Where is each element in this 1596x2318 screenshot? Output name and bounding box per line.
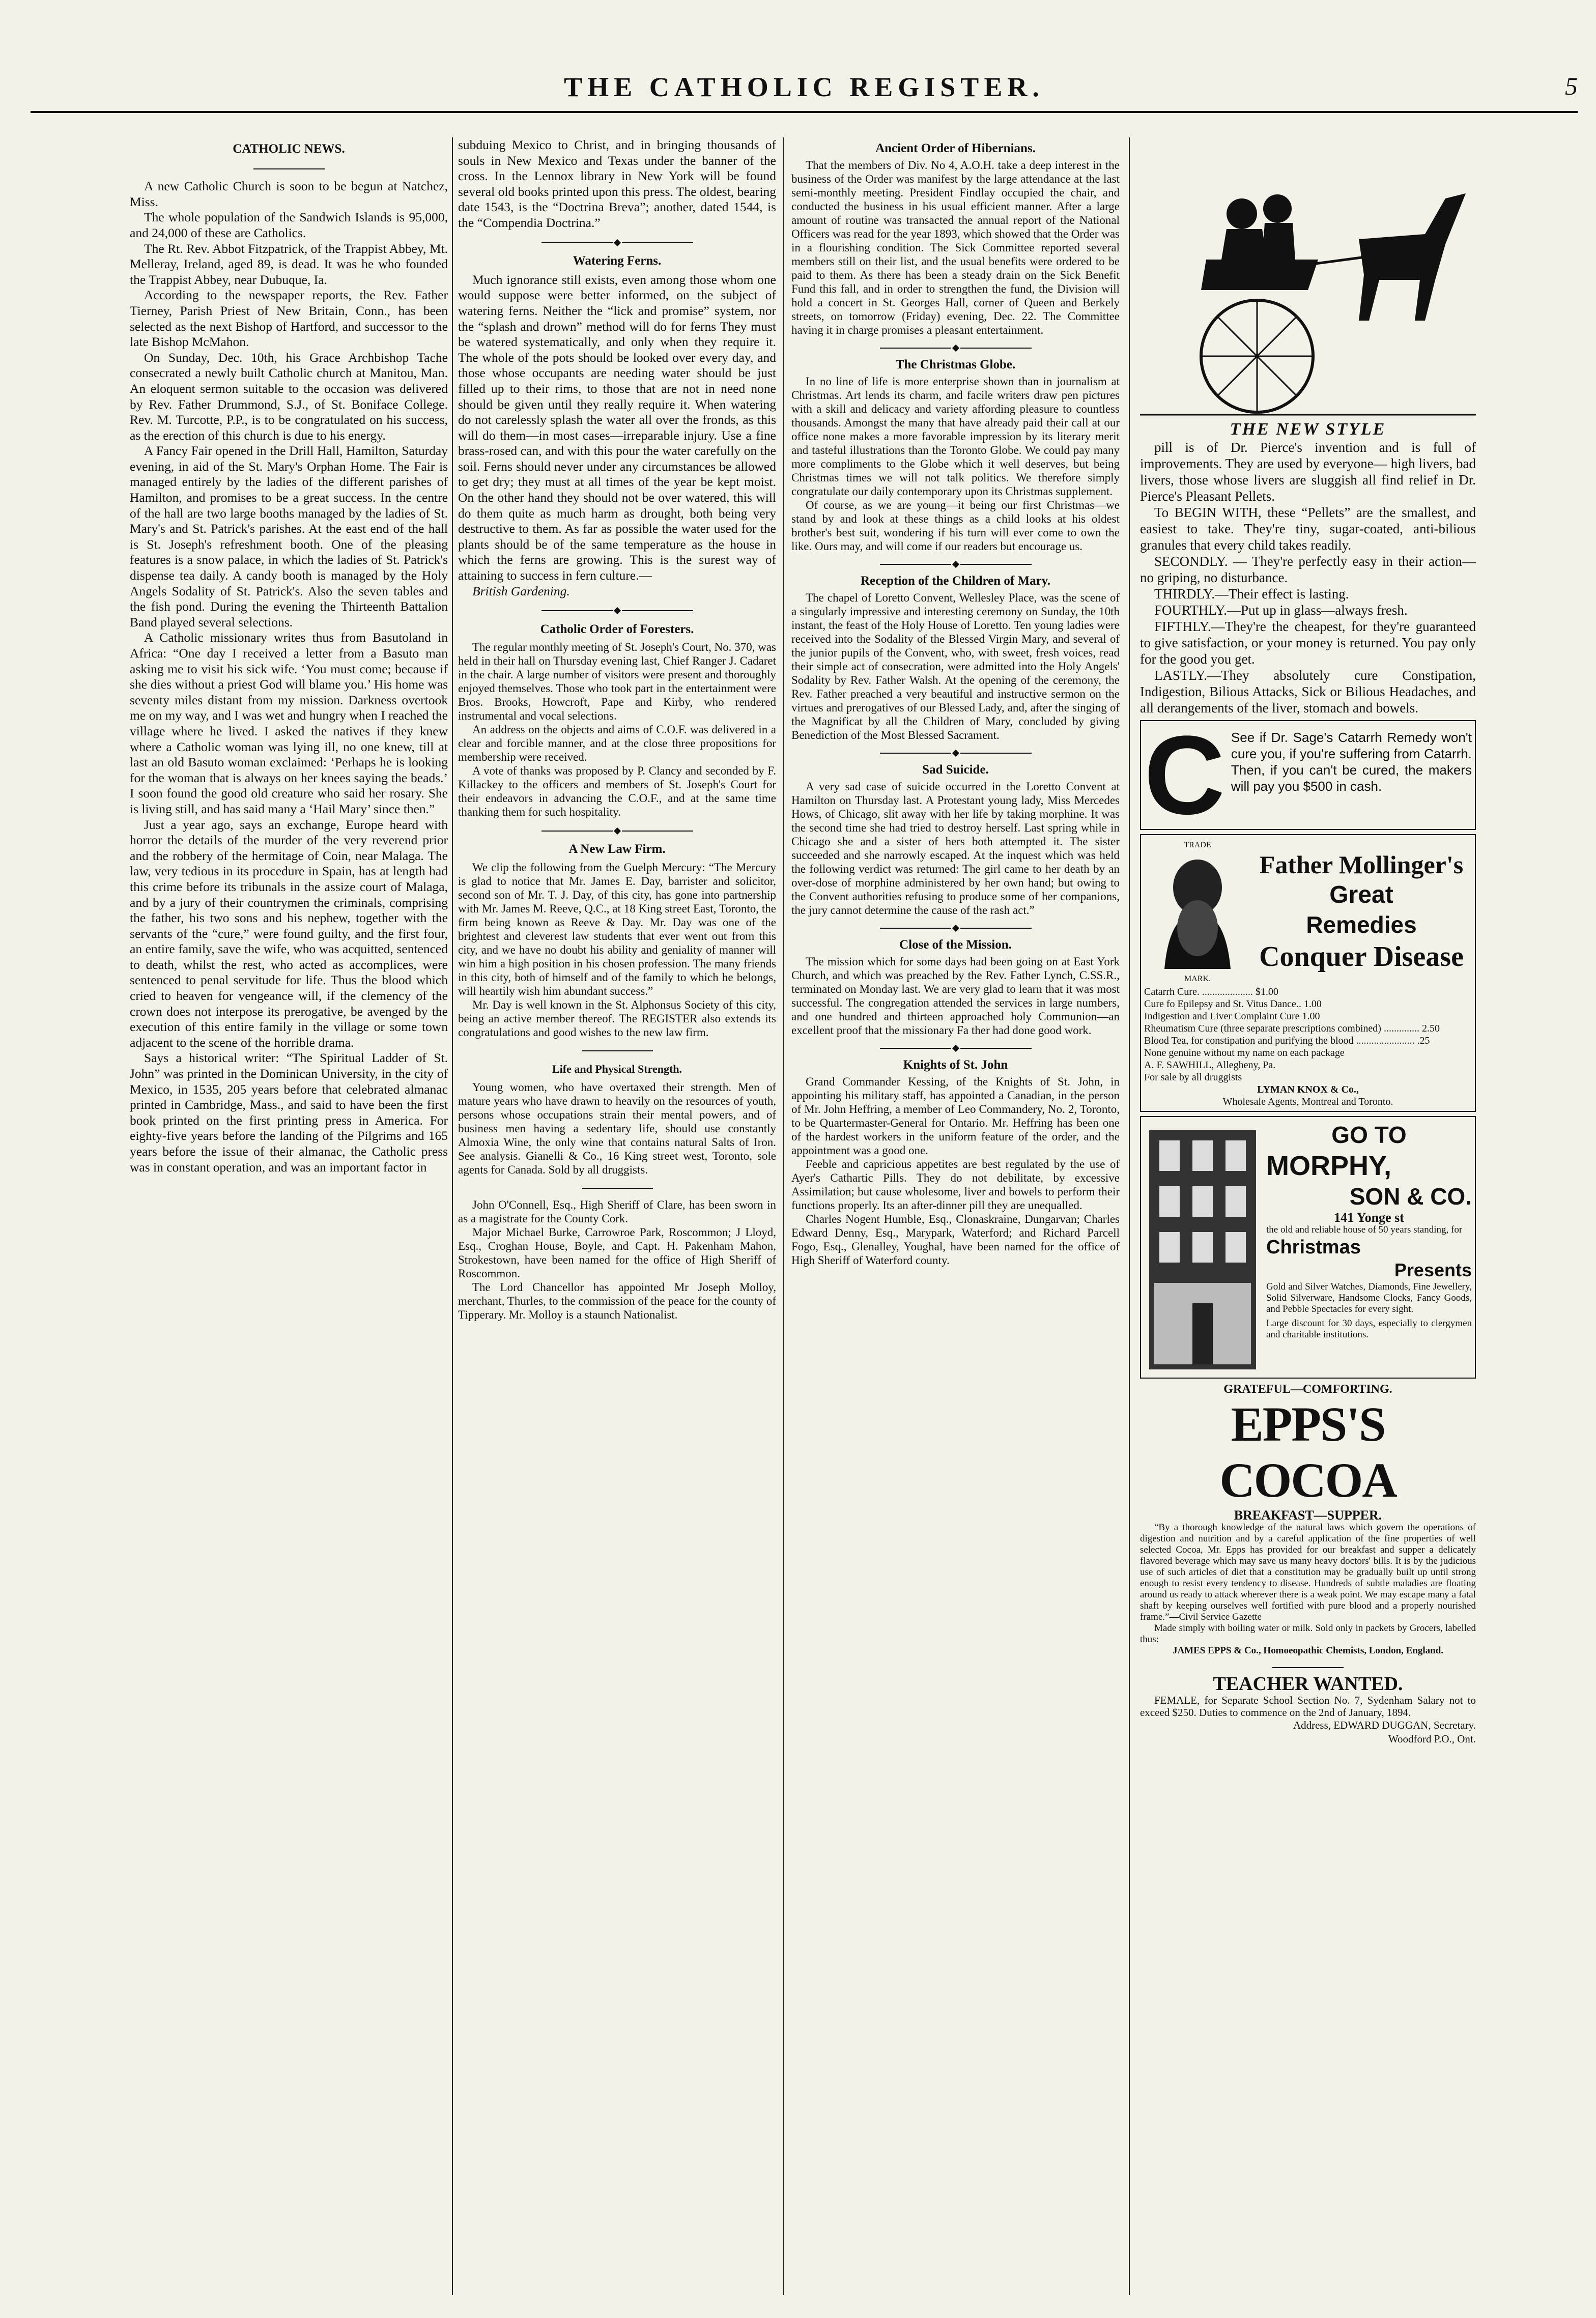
teacher-address: Address, EDWARD DUGGAN, Secretary. [1293,1719,1476,1731]
masthead-rule [31,111,1578,113]
pierce-ad-paragraph: FIFTHLY.—They're the cheapest, for they're guaranteed to give satisfaction, or your money is returned. You pay only for the good you get. [1140,619,1476,667]
ornament-rule [791,556,1120,570]
continued-paragraph: subduing Mexico to Christ, and in bringing thousands of souls in New Mexico and Texas under the banner of the cross. In the Lennox library in New York will be found several old books printed upon this press. The oldest, bearing date 1543, is the “Doctrina Breva”; another, dated 1544, is the “Compendia Doctrina.” [458,137,776,230]
remedy-line: A. F. SAWHILL, Allegheny, Pa. [1144,1060,1276,1071]
heading-rule [1140,1659,1476,1673]
article-paragraph: The mission which for some days had been going on at East York Church, and which was preached by the Rev. Father Lynch, C.SS.R., terminated on Monday last. We are very glad to learn that it was most successful. The congregation attended the services in large numbers, and one hundred and thirteen approached holy Communion—an excellent proof that the missionary Fa ther had done good work. [791,955,1120,1037]
teacher-heading: TEACHER WANTED. [1213,1673,1403,1695]
teacher-wanted-ad [1140,1673,1476,1746]
epps-subtitle: BREAKFAST—SUPPER. [1234,1508,1382,1523]
remedy-line: None genuine without my name on each package [1144,1047,1345,1058]
heading-rule [458,1180,776,1195]
mollinger-conquer: Conquer Disease [1259,941,1464,972]
column-1 [130,137,448,2295]
epps-made: Made simply with boiling water or milk. Sold only in packets by Grocers, labelled thus: [1140,1623,1476,1645]
page-number: 5 [1565,72,1578,100]
ad-paragraph: Young women, who have overtaxed their strength. Men of mature years who have drawn to heavily on the resources of youth, persons whose occupations strain their mental powers, and of business men having a sedentary life, should use constantly Almoxia Wine, the only wine that contains natural Salts of Iron. See analysis. Gianelli & Co., 16 King street west, Toronto, sole agents for Canada. Sold by all druggists. [458,1080,776,1176]
column-divider [783,137,784,2295]
pierce-ad-heading: THE NEW STYLE [1230,420,1386,439]
remedy-line: For sale by all druggists [1144,1072,1242,1083]
epps-tagline: GRATEFUL—COMFORTING. [1223,1383,1392,1396]
remedy-line: Wholesale Agents, Montreal and Toronto. [1222,1096,1393,1107]
heading-rule [130,160,448,176]
ornament-rule [458,822,776,838]
article-heading: A New Law Firm. [568,842,666,856]
ornament-rule [791,340,1120,354]
morphy-son: SON & CO. [1349,1183,1472,1210]
news-paragraph: The whole population of the Sandwich Islands is 95,000, and 24,000 of these are Catholics. [130,210,448,240]
priest-portrait-illustration [1149,852,1246,969]
pierce-ad-paragraph: To BEGIN WITH, these “Pellets” are the smallest, and easiest to take. They're tiny, sugar-coated, anti-bilious granules that every child takes readily. [1140,505,1476,553]
pierce-ad-paragraph: LASTLY.—They absolutely cure Constipation, Indigestion, Bilious Attacks, Sick or Bilious Headaches, and all derangements of the liver, stomach and bowels. [1140,668,1476,716]
mollinger-ad [1140,834,1476,1112]
remedy-line: Catarrh Cure. .................... $1.00 [1144,986,1278,997]
news-paragraph: A new Catholic Church is soon to be begun at Natchez, Miss. [130,179,448,209]
news-paragraph: According to the newspaper reports, the Rev. Father Tierney, Parish Priest of New Britain, Conn., has been selected as the next Bishop of Hartford, and successor to the late Bishop McMahon. [130,288,448,350]
ornament-rule [458,602,776,618]
article-source: British Gardening. [472,583,570,598]
column-2 [458,137,776,2295]
article-paragraph: A vote of thanks was proposed by P. Clancy and seconded by F. Killackey to the officers and members of St. Joseph's Court for their endeavors in advancing the C.O.F., and at the same time thanking them for such hospitality. [458,764,776,819]
ornament-rule [458,234,776,250]
morphy-old: the old and reliable house of 50 years standing, for [1266,1224,1463,1235]
morphy-discount: Large discount for 30 days, especially to clergymen and charitable institutions. [1266,1318,1472,1340]
epps-body: “By a thorough knowledge of the natural laws which govern the operations of digestion and nutrition and by a careful application of the fine properties of well selected Cocoa, Mr. Epps has provided for our breakfast and supper a delicately flavored beverage which may save us many heavy doctors' bills. It is by the judicious use of such articles of diet that a constitution may be gradually built up until strong enough to resist every tendency to disease. Hundreds of subtle maladies are floating around us ready to attack wherever there is a weak point. We may escape many a fatal shaft by keeping ourselves well fortified with pure blood and a properly nourished frame.”—Civil Service Gazette [1140,1522,1476,1622]
mark-label: MARK. [1184,975,1211,983]
ornament-rule [791,920,1120,934]
article-paragraph: Much ignorance still exists, even among those whom one would suppose were better informed, on the subject of watering ferns. Neither the “lick and promise” system, nor the “splash and drown” method will do for ferns They must be watered systematically, and only when they require it. The whole of the pots should be looked over every day, and those whose occupants are needing water should be just filled up to their rims, to those that are not in need none should be given until they really require it. When watering do not carelessly splash the water all over the fronds, as this will do them—in most cases—irreparable injury. Use a fine brass-rosed can, and with this pour the water carefully on the soil. Ferns should never under any circumstances be allowed to get dry; they must at all times of the year be kept moist. On the other hand they should not be over watered, this will do them quite as much harm as drought, both being very destructive to them. As far as possible the water used for the plants should be of the same temperature as the house in which the ferns are growing. This is the surest way of attaining to success in fern culture.— [458,272,776,583]
morphy-address: 141 Yonge st [1334,1210,1404,1225]
article-heading: Ancient Order of Hibernians. [875,141,1036,155]
teacher-body: FEMALE, for Separate School Section No. 7, Sydenham Salary not to exceed $250. Duties to commence on the 2nd of January, 1894. [1140,1694,1476,1719]
news-paragraph: The Lord Chancellor has appointed Mr Joseph Molloy, merchant, Thurles, to the commission of the peace for the county of Tipperary. Mr. Molloy is a staunch Nationalist. [458,1281,776,1322]
epps-cocoa-ad [1140,1383,1476,1656]
storefront-illustration [1144,1120,1261,1375]
column-divider [1129,137,1130,2295]
column-3 [791,137,1120,2295]
catarrh-logo-letter: C [1144,720,1225,830]
masthead [31,71,1578,107]
article-paragraph: Feeble and capricious appetites are best regulated by the use of Ayer's Cathartic Pills. They do not debilitate, by excessive Assimilation; but cause wholesome, liver and bowels to perform their functions properly. Its an after-dinner pill they are unequalled. [791,1158,1120,1212]
article-heading: Knights of St. John [903,1058,1008,1072]
news-paragraph: On Sunday, Dec. 10th, his Grace Archbishop Tache consecrated a newly built Catholic church at Manitou, Man. An eloquent sermon suitable to the occasion was delivered by Rev. Father Drummond, S.J., of St. Boniface College. Rev. M. Turcotte, P.P., is to be congratulated on his success, as the erection of this church is due to his energy. [130,350,448,443]
article-heading: Catholic Order of Foresters. [540,622,694,636]
mollinger-remedies: Remedies [1306,911,1417,938]
epps-firm: JAMES EPPS & Co., Homoeopathic Chemists, London, England. [1172,1645,1444,1656]
morphy-christmas: Christmas [1266,1237,1361,1258]
pierce-ad-paragraph: FOURTHLY.—Put up in glass—always fresh. [1154,603,1408,618]
morphy-name: MORPHY, [1266,1151,1392,1181]
mollinger-great: Great [1329,881,1393,908]
remedy-line: Rheumatism Cure (three separate prescriptions combined) .............. 2.50 [1144,1023,1440,1034]
news-paragraph: Just a year ago, says an exchange, Europe heard with horror the details of the murder of the very reverend prior and the robbery of the hermitage of Coin, near Malaga. The law, very tedious in its procedure in Spain, has at length had this crime before its tribunals in the assize court of Malaga, and by a jury of their countrymen the criminals, comprising the father, his two sons and his nephew, together with the servants of the “cure,” were found guilty, and the first four, an entire family, save the wife, who was acquitted, sentenced to death, whilst the rest, who acted as accomplices, were sentenced to penal servitude for life. Thus the blood which cried to heaven for vengeance will, if the clemency of the crown does not interpose its prerogative, be avenged by the execution of this entire family in the village or some town adjacent to the scene of the horrible drama. [130,817,448,1050]
remedy-line: Cure fo Epilepsy and St. Vitus Dance.. 1.00 [1144,998,1322,1010]
news-paragraph: John O'Connell, Esq., High Sheriff of Clare, has been sworn in as a magistrate for the County Cork. [458,1198,776,1225]
article-paragraph: The chapel of Loretto Convent, Wellesley Place, was the scene of a singularly impressive and interesting ceremony on Sunday, the 10th instant, the feast of the Holy House of Loretto. Ten young ladies were received into the Sodality of the Blessed Virgin Mary, and several of the junior pupils of the Convent, who, with sweet, fresh voices, read their simple act of consecration, were admitted into the Holy Angels' Sodality by Rev. Father Walsh. At the opening of the ceremony, the Rev. Father preached a very beautiful and instructive sermon on the virtues and prerogatives of our Blessed Lady, and, after the singing of the Magnificat by all the Children of Mary, concluded by giving Benediction of the Most Blessed Sacrament. [791,591,1120,741]
news-paragraph: The Rt. Rev. Abbot Fitzpatrick, of the Trappist Abbey, Mt. Melleray, Ireland, aged 89, is dead. It was he who founded the Trappist Abbey, near Dubuque, Ia. [130,241,448,287]
article-paragraph: Of course, as we are young—it being our first Christmas—we stand by and look at these things as a child looks at his oldest brother's best suit, wondering if his turn will ever come to own the like. Ours may, and will come if our readers but encourage us. [791,499,1120,553]
remedy-line: LYMAN KNOX & Co., [1257,1084,1359,1095]
article-heading: Reception of the Children of Mary. [860,574,1051,588]
article-paragraph: The regular monthly meeting of St. Joseph's Court, No. 370, was held in their hall on Thursday evening last, Chief Ranger J. Cadaret in the chair. A large number of visitors were present and thoroughly enjoyed themselves. Those who took part in the entertainment were Bros. Brooks, Howcroft, Pape and Kirby, who rendered instrumental and vocal selections. [458,641,776,723]
article-heading: Sad Suicide. [922,763,989,777]
trade-label: TRADE [1184,841,1211,849]
ad-heading: Life and Physical Strength. [552,1063,682,1076]
sage-catarrh-ad [1140,720,1476,830]
teacher-place: Woodford P.O., Ont. [1388,1733,1476,1745]
news-paragraph: Says a historical writer: “The Spiritual Ladder of St. John” was printed in the Dominican University, in the city of Mexico, in 1535, 205 years before that celebrated almanac printed in Cambridge, Mass., and said to have been the first book printed on the first printing press in America. For eighty-five years before the landing of the Pilgrims and 165 years before the issue of their almanac, the Catholic press was in constant operation, and was an important factor in [130,1050,448,1175]
heading-rule [458,1042,776,1058]
article-paragraph: An address on the objects and aims of C.O.F. was delivered in a clear and forcible manner, and at the close three propositions for membership were received. [458,723,776,764]
horse-buggy-illustration [1140,137,1476,422]
pierce-ad-paragraph: THIRDLY.—Their effect is lasting. [1154,586,1349,602]
article-heading: Watering Ferns. [573,254,662,268]
pierce-ad-paragraph: pill is of Dr. Pierce's invention and is full of improvements. They are used by everyone— high livers, bad livers, those whose livers are sluggish all find relief in Dr. Pierce's Pleasant Pellets. [1140,440,1476,504]
article-heading: The Christmas Globe. [895,358,1016,371]
remedy-line: Indigestion and Liver Complaint Cure 1.00 [1144,1011,1320,1022]
article-paragraph: Mr. Day is well known in the St. Alphonsus Society of this city, being an active member thereof. The REGISTER also extends its congratulations and good wishes to the new law firm. [458,998,776,1039]
ornament-rule [791,745,1120,759]
article-paragraph: In no line of life is more enterprise shown than in journalism at Christmas. Art lends its charm, and facile writers draw pen pictures with a skill and delicacy and variety affording pleasure to countless thousands. Amongst the many that have already paid their call at our office none makes a more favorable impression by its literary merit and tasteful illustrations than the Toronto Globe. We could pay many more compliments to the Globe which it well deserves, but being Christmas times we will not talk politics. We therefore simply congratulate our daily contemporary upon its Christmas supplement. [791,375,1120,498]
news-paragraph: A Catholic missionary writes thus from Basutoland in Africa: “One day I received a letter from a Basuto man asking me to visit his sick wife. ‘You must come; because if she dies without a priest God will blame you.’ His home was seventy miles distant from my mission. Darkness overtook me on my way, and I was wet and hungry when I reached the village where he lived. I asked the natives if they knew where a Catholic woman was lying ill, no one knew, till at last an old Basuto woman exclaimed: ‘Perhaps he is looking for the woman that is always on her knees saying the beads.’ I soon found the good old creature who said her rosary. She is living still, and has said many a ‘Hail Mary’ since then.” [130,630,448,816]
column-4 [1140,137,1476,2295]
morphy-presents: Presents [1394,1260,1472,1280]
article-paragraph: Grand Commander Kessing, of the Knights of St. John, in appointing his military staff, has appointed a Canadian, in the person of Mr. John Heffring, a member of Leo Commandery, No. 2, Toronto, to be Quartermaster-General for Ontario. Mr. Heffring has been one of the hardest workers in the uniform feature of the order, and the appointment was a good one. [791,1075,1120,1157]
morphy-goto: GO TO [1331,1122,1407,1148]
news-paragraph: Major Michael Burke, Carrowroe Park, Roscommon; J Lloyd, Esq., Croghan House, Boyle, and Capt. H. Pakenham Mahon, Strokestown, have been named for the office of High Sheriff of Roscommon. [458,1226,776,1280]
column-divider [452,137,453,2295]
morphy-goods: Gold and Silver Watches, Diamonds, Fine Jewellery, Solid Silverware, Handsome Clocks, Fancy Goods, and Pebble Spectacles for every sight. [1266,1281,1472,1314]
article-paragraph: We clip the following from the Guelph Mercury: “The Mercury is glad to notice that Mr. James E. Day, barrister and solicitor, second son of Mr. T. J. Day, of this city, has gone into partnership with Mr. James M. Reeve, Q.C., at 18 King street East, Toronto, the firm being known as Reeve & Day. Mr. Day was one of the brightest and cleverest law students that ever went out from this city, and we have no doubt his ability and geniality of manner will win him a high position in his chosen profession. The many friends in this city, both of himself and of the family to which he belongs, will heartily wish him abundant success.” [458,861,776,997]
sage-ad-text: See if Dr. Sage's Catarrh Remedy won't cure you, if you're suffering from Catarrh. Then, if you can't be cured, the makers will pay you $500 in cash. [1231,730,1472,794]
article-heading: Close of the Mission. [899,938,1012,952]
news-paragraph: A Fancy Fair opened in the Drill Hall, Hamilton, Saturday evening, in aid of the St. Mary's Orphan Home. The Fair is managed entirely by the ladies of the different parishes of Hamilton, and promises to be a great success. In the centre of the hall are two large booths managed by the ladies of St. Mary's and St. Patrick's parishes. At the east end of the hall is St. Joseph's refreshment booth. One of the pleasing features is a snow palace, in which the ladies of St. Patrick's dispense tea daily. A candy booth is managed by the Holy Angels Sodality of St. Patrick's. Also the seven tables and the fish pond. During the evening the Thirteenth Battalion Band played several selections. [130,443,448,629]
mollinger-title: Father Mollinger's [1259,850,1464,879]
newspaper-title: THE CATHOLIC REGISTER. [564,72,1044,102]
pierce-ad-paragraph: SECONDLY. — They're perfectly easy in their action—no griping, no disturbance. [1140,554,1476,585]
remedy-line: Blood Tea, for constipation and purifying the blood ....................... .25 [1144,1035,1430,1046]
article-paragraph: A very sad case of suicide occurred in the Loretto Convent at Hamilton on Thursday last. A Protestant young lady, Miss Mercedes Hows, of Chicago, slit away with her life by taking morphine. It was the second time she had tried to destroy herself. Last spring while in Chicago she and a sister of hers both attempted it. The sister succeeded and she narrowly escaped. At the inquest which was held the following verdict was returned: The girl came to her death by an over-dose of morphine administered by her own hand; but owing to the Convent authorities refusing to produce some of her companions, the jury cannot determine the cause of the rash act.” [791,780,1120,917]
morphy-ad [1140,1116,1476,1379]
ornament-rule [791,1040,1120,1054]
article-paragraph: Charles Nogent Humble, Esq., Clonaskraine, Dungarvan; Charles Edward Denny, Esq., Marypark, Waterford; and Richard Parcell Fogo, Esq., Glenalley, Youghal, have been named for the office of High Sheriff of Waterford county. [791,1213,1120,1267]
article-heading: CATHOLIC NEWS. [233,142,345,156]
epps-name: EPPS'S COCOA [1219,1397,1396,1507]
article-paragraph: That the members of Div. No 4, A.O.H. take a deep interest in the business of the Order was manifest by the large attendance at the last semi-monthly meeting. President Findlay occupied the chair, and conducted the business in his usual efficient manner. After a large amount of routine was transacted the annual report of the National Officers was read for the year 1893, which showed that the Order was in a flourishing condition. The Sick Committee reported several members still on their list, and the usual benefits were ordered to be paid to them. As there has been a steady drain on the Sick Benefit Fund this fall, and in order to strengthen the fund, the Division will hold a concert in St. Georges Hall, corner of Queen and Berkely streets, on tomorrow (Friday) evening, Dec. 22. The Committee having it in charge promises a pleasant entertainment. [791,159,1120,336]
